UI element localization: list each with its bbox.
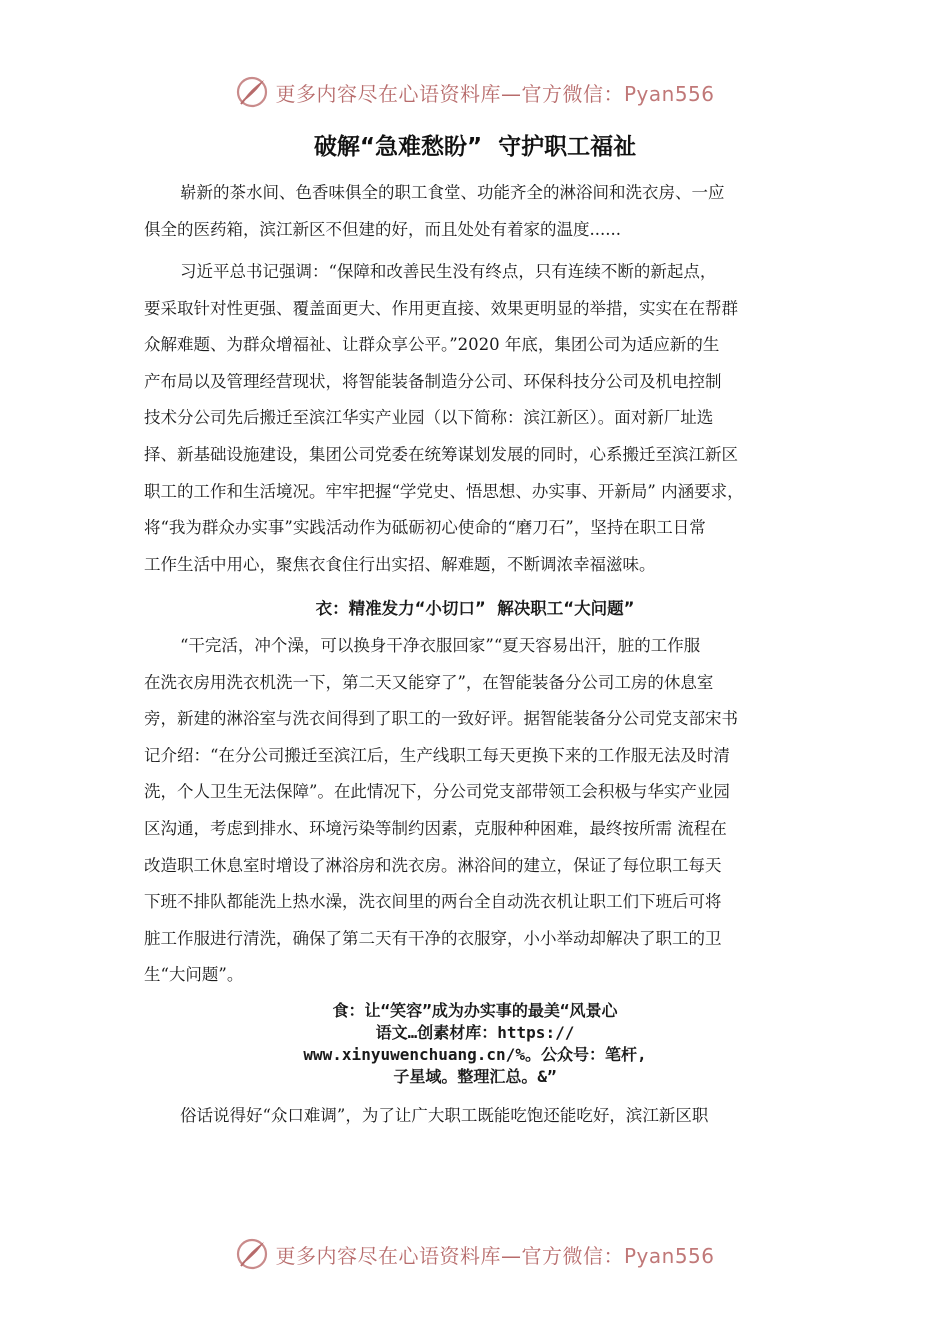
clothing-line: 洗，个人卫生无法保障”。在此情况下，分公司党支部带领工会积极与华实产业园 (144, 782, 730, 802)
banner-text: 更多内容尽在心语资料库—官方微信：Pyan556 (275, 81, 715, 106)
clothing-line: 下班不排队都能洗上热水澡，洗衣间里的两台全自动洗衣机让职工们下班后可将 (144, 892, 722, 912)
quill-logo-icon (235, 1237, 269, 1271)
clothing-paragraph (144, 628, 816, 994)
body-paragraph (144, 254, 816, 583)
footer-watermark-banner (0, 1234, 950, 1274)
body-line: 技术分公司先后搬迁至滨江华实产业园（以下简称：滨江新区）。面对新厂址选 (144, 408, 714, 428)
body-line: 习近平总书记强调：“保障和改善民生没有终点，只有连续不断的新起点， (180, 262, 717, 281)
intro-line: 崭新的茶水间、色香味俱全的职工食堂、功能齐全的淋浴间和洗衣房、一应 (180, 183, 725, 202)
section-heading-food (0, 1000, 950, 1088)
page-title: 破解“急难愁盼” 守护职工福祉 (313, 134, 637, 160)
clothing-line: 区沟通，考虑到排水、环境污染等制约因素，克服种种困难，最终按所需 流程在 (144, 818, 727, 838)
banner-text: 更多内容尽在心语资料库—官方微信：Pyan556 (275, 1243, 715, 1268)
food-heading-line: 食：让“笑容”成为办实事的最美“风景心 (332, 1001, 618, 1020)
intro-line: 俱全的医药箱，滨江新区不但建的好，而且处处有着家的温度...... (144, 219, 621, 239)
body-line: 工作生活中用心，聚焦衣食住行出实招、解难题，不断调浓幸福滋味。 (144, 554, 656, 574)
food-paragraph (144, 1098, 816, 1135)
body-line: 择、新基础设施建设，集团公司党委在统筹谋划发展的同时，心系搬迁至滨江新区 (144, 444, 738, 464)
body-line: 将“我为群众办实事”实践活动作为砥砺初心使命的“磨刀石”，坚持在职工日常 (144, 518, 706, 538)
intro-paragraph (144, 175, 816, 248)
clothing-line: 脏工作服进行清洗，确保了第二天有干净的衣服穿，小小举动却解决了职工的卫 (144, 928, 722, 948)
quill-logo-icon (235, 75, 269, 109)
clothing-line: 改造职工休息室时增设了淋浴房和洗衣房。淋浴间的建立，保证了每位职工每天 (144, 855, 722, 875)
body-line: 众解难题、为群众增福祉、让群众享公平。”2020 年底，集团公司为适应新的生 (144, 335, 720, 355)
clothing-line: 在洗衣房用洗衣机洗一下，第二天又能穿了”，在智能装备分公司工房的休息室 (144, 672, 714, 692)
body-line: 要采取针对性更强、覆盖面更大、作用更直接、效果更明显的举措，实实在在帮群 (144, 298, 738, 318)
food-heading-line: 子星域。整理汇总。&” (393, 1067, 557, 1086)
food-line: 俗话说得好“众口难调”，为了让广大职工既能吃饱还能吃好，滨江新区职 (180, 1106, 709, 1125)
clothing-line: 记介绍：“在分公司搬迁至滨江后，生产线职工每天更换下来的工作服无法及时清 (144, 745, 730, 765)
section-heading-clothing: 衣：精准发力“小切口” 解决职工“大问题” (315, 599, 635, 618)
clothing-line: “干完活，冲个澡，可以换身干净衣服回家”“夏天容易出汗，脏的工作服 (180, 636, 701, 655)
header-watermark-banner (0, 72, 950, 112)
wechat-id: Pyan556 (623, 1243, 715, 1268)
clothing-line: 旁，新建的淋浴室与洗衣间得到了职工的一致好评。据智能装备分公司党支部宋书 (144, 709, 738, 729)
food-heading-line: www.xinyuwenchuang.cn/%。公众号：笔杆, (303, 1045, 647, 1064)
wechat-id: Pyan556 (623, 81, 715, 106)
body-line: 职工的工作和生活境况。牢牢把握“学党史、悟思想、办实事、开新局” 内涵要求， (144, 481, 744, 501)
body-line: 产布局以及管理经营现状，将智能装备制造分公司、环保科技分公司及机电控制 (144, 371, 722, 391)
clothing-line: 生“大问题”。 (144, 965, 244, 985)
food-heading-line: 语文…创素材库：https:// (375, 1023, 575, 1042)
